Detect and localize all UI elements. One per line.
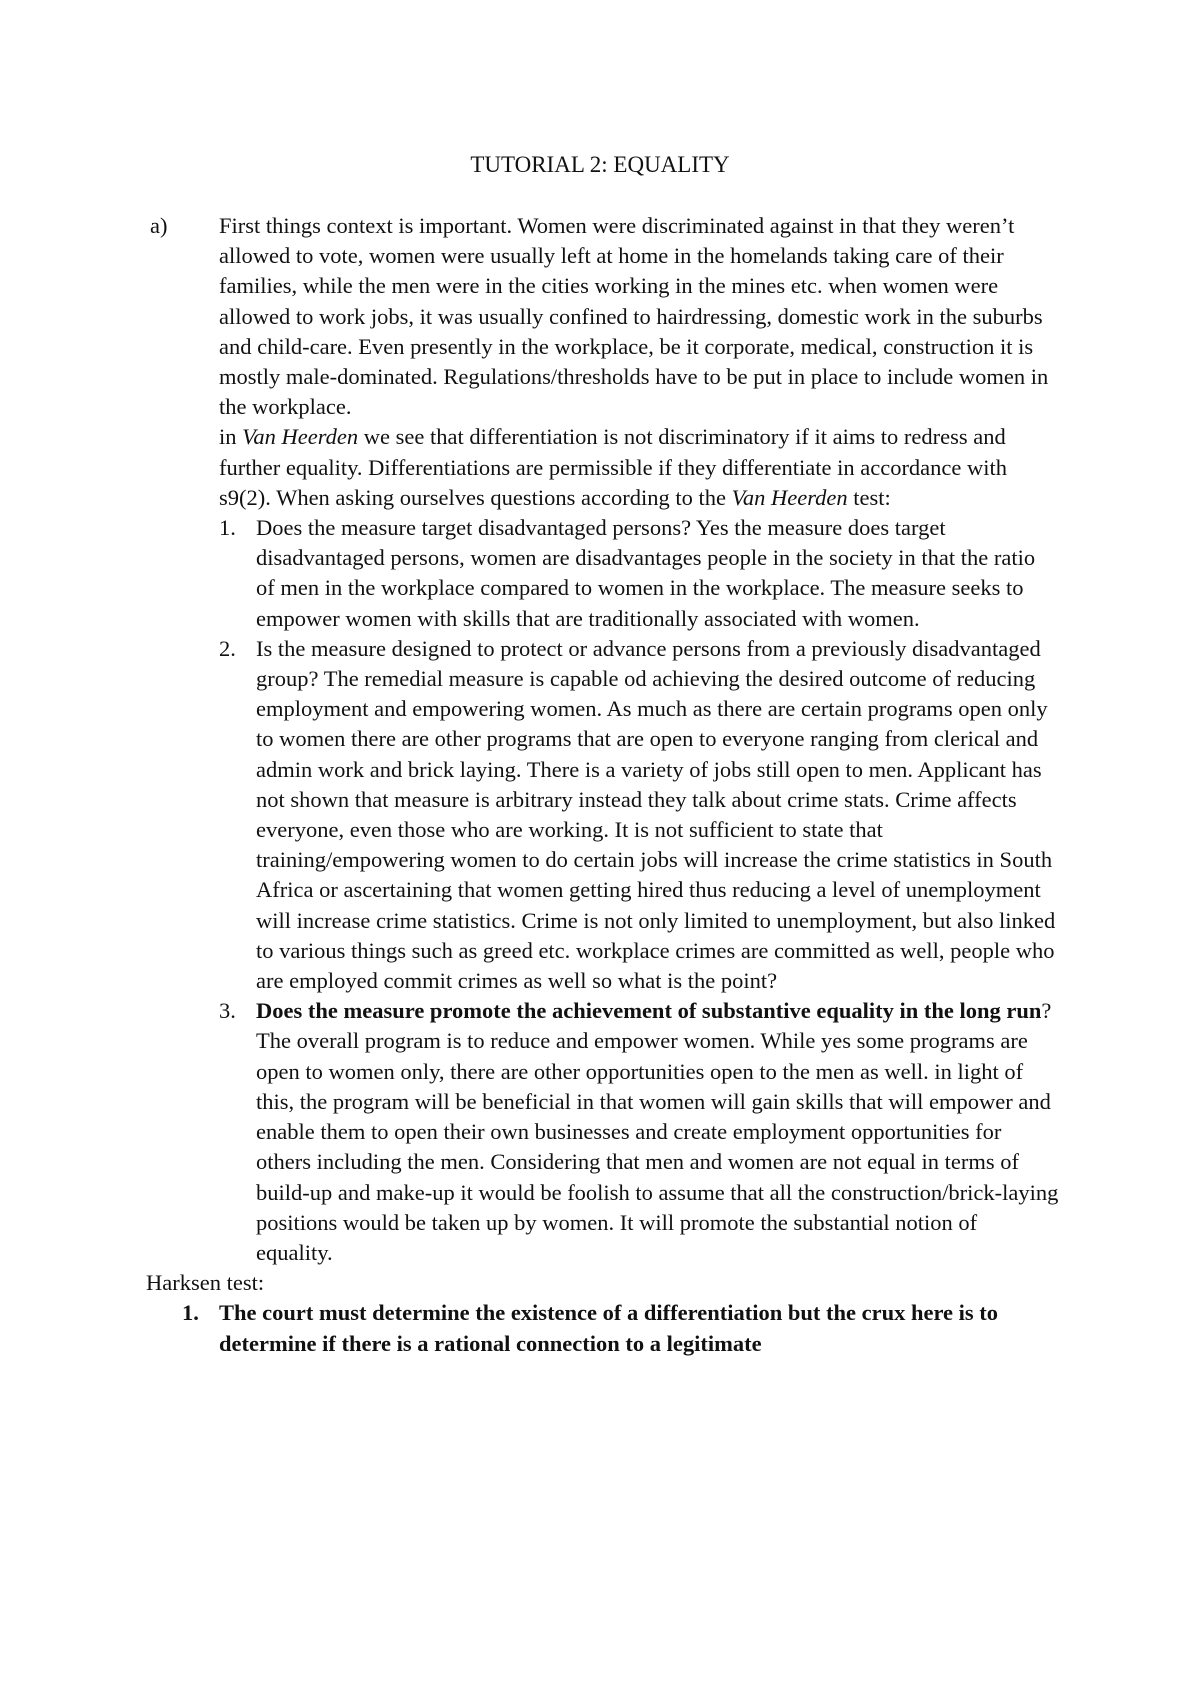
section-a-body [219, 211, 1059, 1268]
list-number: 3. [219, 998, 236, 1024]
van-heerden-test-list [219, 513, 1059, 1268]
section-a [0, 211, 1200, 1359]
list-item [182, 1298, 1032, 1358]
list-item [219, 996, 1059, 1268]
case-name-van-heerden: Van Heerden [242, 424, 359, 450]
list-item [219, 513, 1059, 634]
list-number: 1. [219, 515, 236, 541]
context-paragraph: First things context is important. Women were discriminated against in that they weren’t allowed to vote, women were usually left at home in the homelands taking care of their families, while the men were in the cities working in the mines etc. when women were allowed to work jobs, it was usually confined to hairdressing, domestic work in the suburbs and child-care. Even presently in the workplace, be it corporate, medical, construction it is mostly male-dominated. Regulations/thresholds have to be put in place to include women in the workplace. [219, 213, 1049, 420]
harksen-section [146, 1268, 1046, 1359]
list-item-bold-question: Does the measure promote the achievement of substantive equality in the long run [256, 998, 1042, 1024]
list-item-text: Does the measure target disadvantaged persons? Yes the measure does target disadvantaged persons, women are disadvantages people in the society in that the ratio of men in the workplace compared to women in the workplace. The measure seeks to empower women with skills that are traditionally associated with women. [256, 515, 1036, 631]
list-item-text: ? The overall program is to reduce and empower women. While yes some programs are open to women only, there are other opportunities open to the men as well. in light of this, the program will be beneficial in that women will gain skills that will empower and enable them to open their own businesses and create employment opportunities for others including the men. Considering that men and women are not equal in terms of build-up and make-up it would be foolish to assume that all the construction/brick-laying positions would be taken up by women. It will promote the substantial notion of equality. [256, 998, 1059, 1265]
list-number: 1. [182, 1300, 199, 1326]
list-item-text: The court must determine the existence of a differentiation but the crux here is to determine if there is a rational connection to a legitimate [219, 1300, 999, 1356]
page-title: TUTORIAL 2: EQUALITY [470, 152, 730, 177]
van-heerden-paragraph: in Van Heerden we see that differentiation is not discriminatory if it aims to redress and further equality. Differentiations are permissible if they differentiate in accordance with s9(2). When asking ourselves questions according to the Van Heerden test: [219, 424, 1008, 510]
list-item-text: Is the measure designed to protect or advance persons from a previously disadvantaged group? The remedial measure is capable od achieving the desired outcome of reducing employment and empowering women. As much as there are certain programs open only to women there are other programs that are open to everyone ranging from clerical and admin work and brick laying. There is a variety of jobs still open to men. Applicant has not shown that measure is arbitrary instead they talk about crime stats. Crime affects everyone, even those who are working. It is not sufficient to state that training/empowering women to do certain jobs will increase the crime statistics in South Africa or ascertaining that women getting hired thus reducing a level of unemployment will increase crime statistics. Crime is not only limited to unemployment, but also linked to various things such as greed etc. workplace crimes are committed as well, people who are employed commit crimes as well so what is the point? [256, 635, 1056, 994]
harksen-heading: Harksen test: [146, 1270, 265, 1296]
harksen-test-list [182, 1298, 1032, 1358]
list-number: 2. [219, 635, 236, 661]
case-name-van-heerden: Van Heerden [731, 484, 848, 510]
section-a-marker: a) [150, 213, 168, 238]
list-item [219, 634, 1059, 996]
